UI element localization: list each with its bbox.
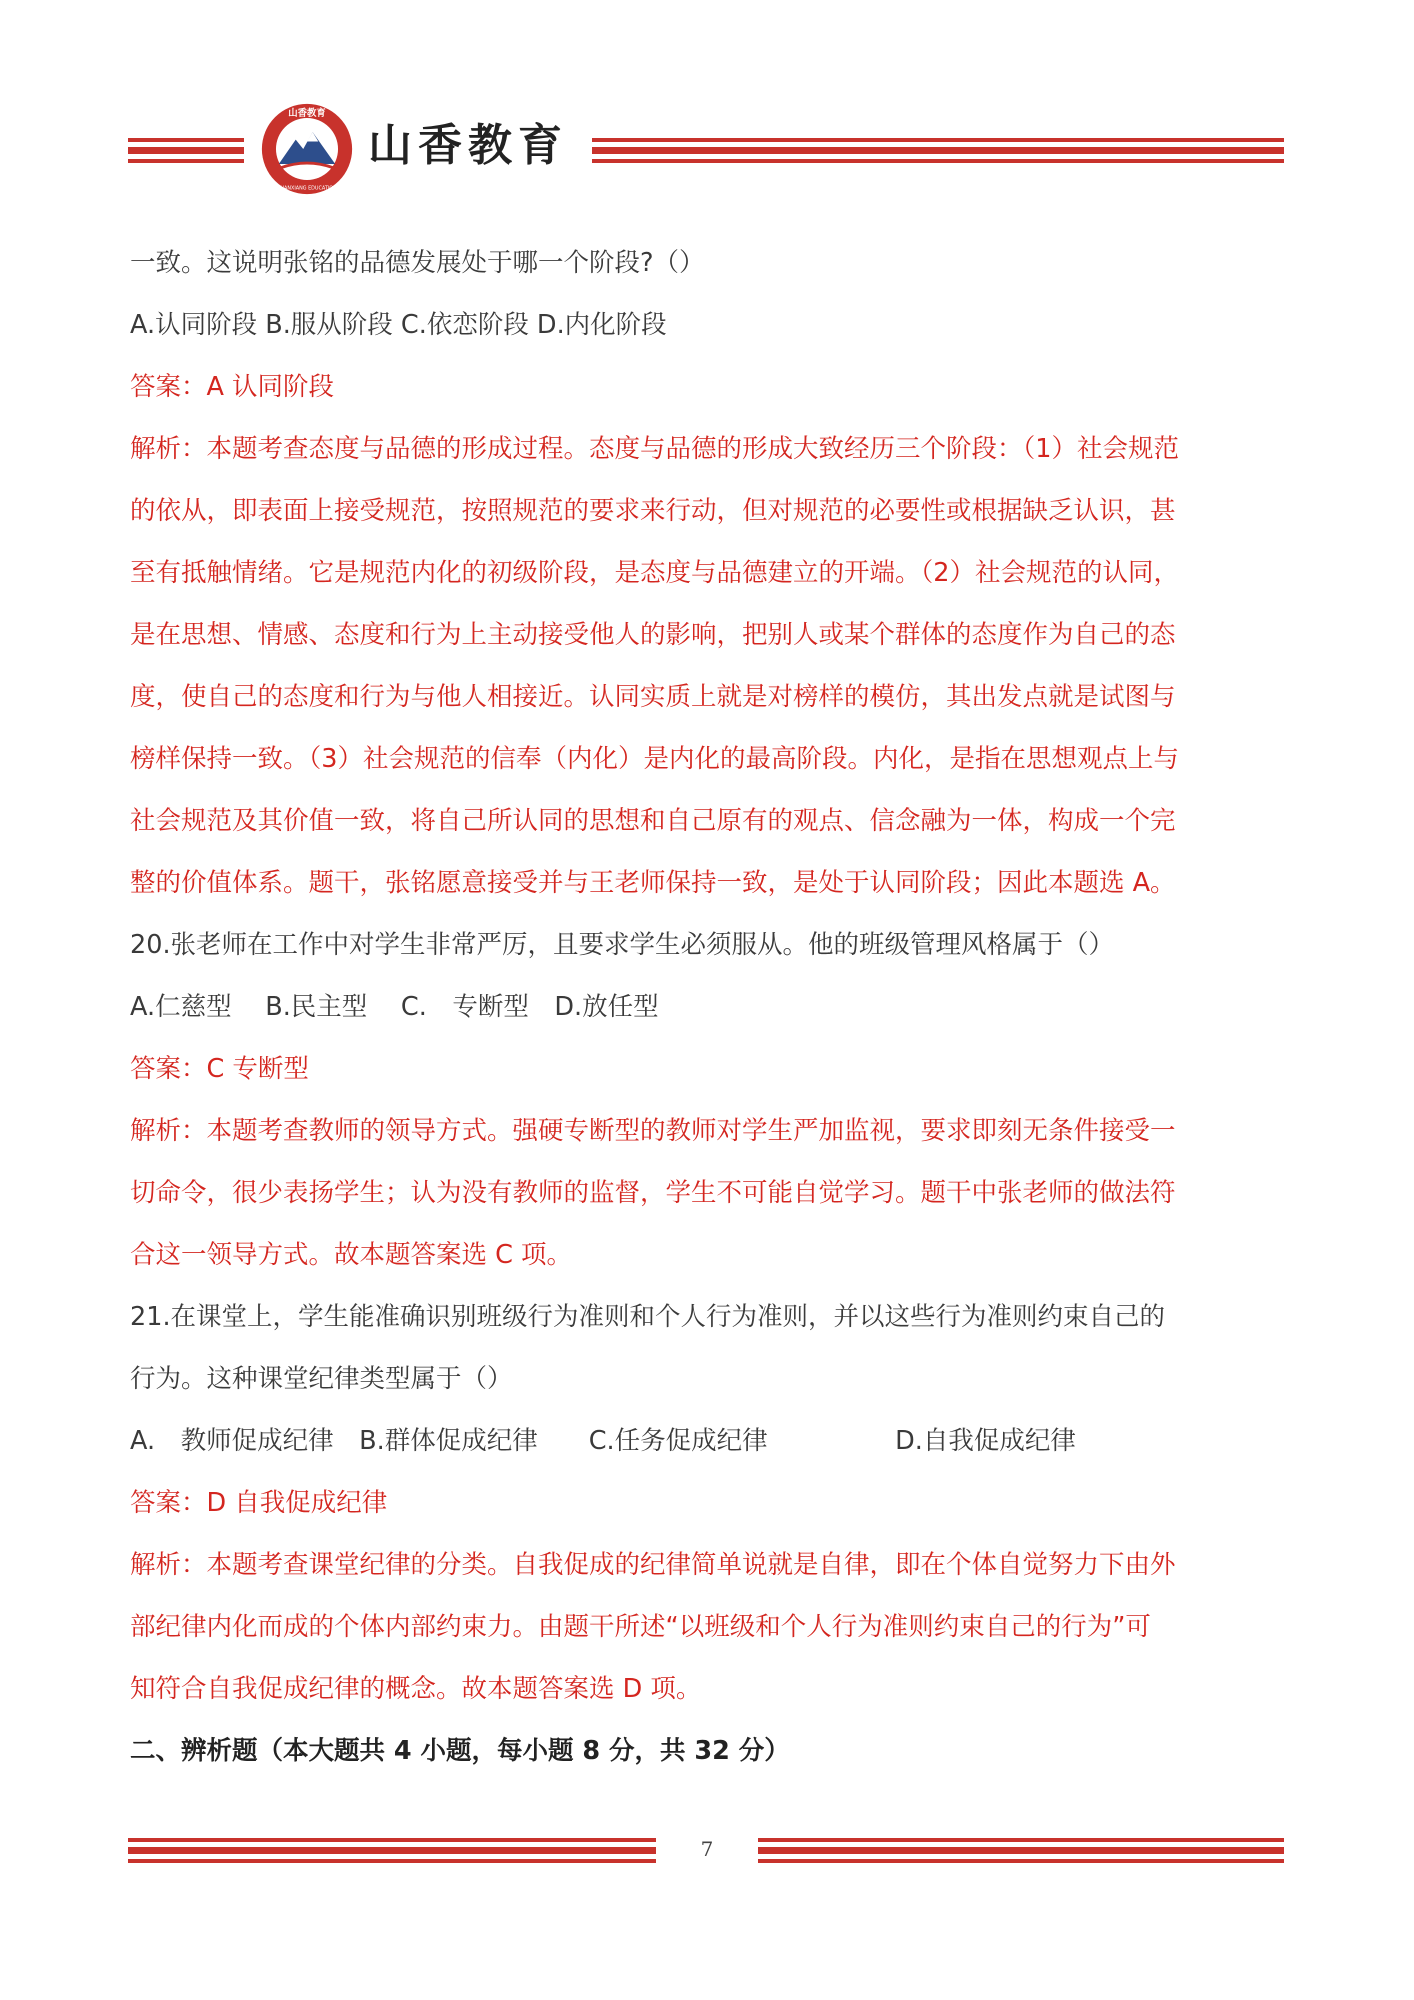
text-line: A. 教师促成纪律 B.群体促成纪律 C.任务促成纪律 D.自我促成纪律 (130, 1426, 1076, 1456)
text-line: 答案：D 自我促成纪律 (130, 1488, 388, 1518)
footer-rule-left (128, 1838, 656, 1864)
logo-bottom-text: SHANXIANG EDUCATION (277, 185, 337, 192)
brand-name: 山香教育 (368, 120, 568, 171)
text-line: 合这一领导方式。故本题答案选 C 项。 (130, 1240, 573, 1270)
text-line: 答案：A 认同阶段 (130, 372, 335, 402)
text-line: 至有抵触情绪。它是规范内化的初级阶段，是态度与品德建立的开端。（2）社会规范的认同， (130, 558, 1179, 588)
text-line: 二、辨析题（本大题共 4 小题，每小题 8 分，共 32 分） (130, 1736, 790, 1766)
text-line: 21.在课堂上，学生能准确识别班级行为准则和个人行为准则，并以这些行为准则约束自己的 (130, 1302, 1166, 1332)
text-line: 部纪律内化而成的个体内部约束力。由题干所述“以班级和个人行为准则约束自己的行为”可 (130, 1612, 1151, 1642)
text-line: 20.张老师在工作中对学生非常严厉，且要求学生必须服从。他的班级管理风格属于（） (130, 930, 1115, 960)
header-rule-left (128, 138, 244, 164)
header-rule-right (592, 138, 1284, 164)
text-line: 切命令，很少表扬学生；认为没有教师的监督，学生不可能自觉学习。题干中张老师的做法符 (130, 1178, 1176, 1208)
text-line: 是在思想、情感、态度和行为上主动接受他人的影响，把别人或某个群体的态度作为自己的态 (130, 620, 1176, 650)
text-line: A.认同阶段 B.服从阶段 C.依恋阶段 D.内化阶段 (130, 310, 667, 340)
footer-rule-right (758, 1838, 1284, 1864)
text-line: 榜样保持一致。（3）社会规范的信奉（内化）是内化的最高阶段。内化，是指在思想观点上与 (130, 744, 1179, 774)
text-line: 一致。这说明张铭的品德发展处于哪一个阶段?（） (130, 248, 705, 278)
text-line: 的依从，即表面上接受规范，按照规范的要求来行动，但对规范的必要性或根据缺乏认识，甚 (130, 496, 1176, 526)
text-line: 整的价值体系。题干，张铭愿意接受并与王老师保持一致，是处于认同阶段；因此本题选 A。 (130, 868, 1176, 898)
text-line: 社会规范及其价值一致，将自己所认同的思想和自己原有的观点、信念融为一体，构成一个完 (130, 806, 1176, 836)
document-body (130, 232, 1290, 1782)
text-line: 解析：本题考查态度与品德的形成过程。态度与品德的形成大致经历三个阶段：（1）社会规范 (130, 434, 1179, 464)
shanxiang-logo (260, 102, 354, 196)
logo-top-text: 山香教育 (288, 108, 326, 120)
text-line: 解析：本题考查课堂纪律的分类。自我促成的纪律简单说就是自律，即在个体自觉努力下由外 (130, 1550, 1176, 1580)
text-line: 解析：本题考查教师的领导方式。强硬专断型的教师对学生严加监视，要求即刻无条件接受一 (130, 1116, 1176, 1146)
text-line: A.仁慈型 B.民主型 C. 专断型 D.放任型 (130, 992, 659, 1022)
text-line: 行为。这种课堂纪律类型属于（） (130, 1364, 513, 1394)
page-number: 7 (700, 1837, 714, 1861)
text-line: 知符合自我促成纪律的概念。故本题答案选 D 项。 (130, 1674, 702, 1704)
text-line: 答案：C 专断型 (130, 1054, 309, 1084)
text-line: 度，使自己的态度和行为与他人相接近。认同实质上就是对榜样的模仿，其出发点就是试图与 (130, 682, 1176, 712)
